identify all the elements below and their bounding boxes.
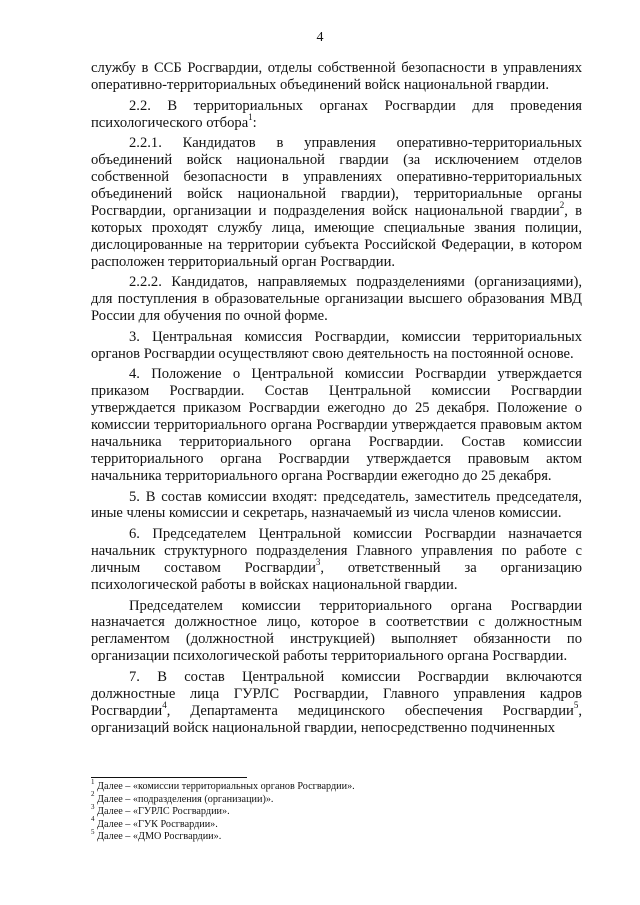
footnote: [91, 790, 582, 807]
footnote-reference: 3: [315, 557, 321, 568]
paragraph-text: , Департамента медицинского обеспечения Росгвардии: [166, 702, 574, 719]
paragraph-text: , организаций войск национальной гвардии, непосредственно подчиненных: [91, 702, 582, 736]
page-number: 4: [316, 30, 324, 45]
paragraph: [91, 669, 582, 737]
paragraph: [91, 98, 582, 132]
paragraph-text: , ответственный за организацию психологической работы в войсках национальной гвардии.: [91, 559, 582, 593]
footnote-number: 3: [91, 802, 95, 811]
paragraph-text: 2.2.1. Кандидатов в управления оперативно-территориальных объединений войск национальной гвардии (за исключением отделов собственной безопасности в управлениях оперативно-территориальных объединений войск национальной гвардии), территориальные органы Росгвардии, организации и подразделения войск национальной гвардии: [91, 135, 582, 219]
footnote-number: 2: [91, 790, 95, 799]
footnote-reference: 5: [573, 699, 579, 710]
footnote-number: 1: [91, 777, 95, 786]
footnotes: [91, 777, 582, 844]
footnote-reference: 4: [162, 699, 167, 710]
paragraph-text: 2.2.2. Кандидатов, направляемых подразделениями (организациями), для поступления в образовательные организации высшего образования МВД России для обучения по очной форме.: [91, 274, 582, 325]
paragraph-text: 7. В состав Центральной комиссии Росгвардии включаются должностные лица ГУРЛС Росгвардии, Главного управления кадров Росгвардии: [91, 668, 582, 719]
footnote-text: Далее – «комиссии территориальных органов Росгвардии».: [94, 781, 355, 792]
footnote-text: Далее – «ГУК Росгвардии».: [94, 818, 218, 830]
footnote-number: 4: [91, 815, 95, 824]
footnote-number: 5: [91, 827, 95, 836]
paragraph: [91, 366, 582, 484]
paragraph: [91, 60, 582, 94]
paragraph-text: :: [252, 114, 257, 131]
footnote-reference: 2: [559, 199, 565, 210]
paragraph-text: службу в ССБ Росгвардии, отделы собственной безопасности в управлениях оперативно-территориальных объединений войск национальной гвардии.: [91, 60, 582, 93]
paragraph-text: 4. Положение о Центральной комиссии Росгвардии утверждается приказом Росгвардии. Состав Центральной комиссии Росгвардии утверждается приказом Росгвардии ежегодно до 25 декабря. Положение о комиссии территориального органа Росгвардии утверждается правовым актом начальника территориального органа Росгвардии. Состав комиссии территориального органа Росгвардии утверждается правовым актом начальника территориального органа Росгвардии ежегодно до 25 декабря.: [91, 366, 582, 484]
paragraph-text: 6. Председателем Центральной комиссии Росгвардии назначается начальник структурного подразделения Главного управления по работе с личным составом Росгвардии: [91, 526, 582, 576]
footnote: [91, 827, 582, 844]
footnote-reference: 1: [248, 111, 253, 122]
footnote-text: Далее – «ГУРЛС Росгвардии».: [94, 806, 230, 817]
paragraph: [91, 274, 582, 325]
paragraph-text: , в которых проходят службу лица, имеющие специальные звания полиции, дислоцированные на территории субъекта Российской Федерации, в котором расположен территориальный орган Росгвардии.: [91, 202, 582, 270]
paragraph-text: 3. Центральная комиссия Росгвардии, комиссии территориальных органов Росгвардии осуществляют свою деятельность на постоянной основе.: [91, 328, 582, 362]
footnote-text: Далее – «подразделения (организации)».: [94, 793, 274, 805]
footnote: [91, 815, 582, 832]
paragraph: [91, 135, 582, 270]
paragraph-text: Председателем комиссии территориального органа Росгвардии назначается должностное лицо, которое в соответствии с должностным регламентом (должностной инструкцией) выполняет обязанности по организации психологической работы территориального органа Росгвардии.: [91, 597, 582, 665]
paragraph: [91, 598, 582, 666]
document-body: [91, 60, 582, 740]
paragraph: [91, 489, 582, 523]
footnote-separator: [91, 777, 247, 778]
paragraph-text: 5. В состав комиссии входят: председатель, заместитель председателя, иные члены комиссии и секретарь, назначаемый из числа членов комиссии.: [91, 488, 582, 522]
footnote: [91, 777, 582, 794]
paragraph-text: 2.2. В территориальных органах Росгвардии для проведения психологического отбора: [91, 97, 582, 131]
paragraph: [91, 526, 582, 594]
footnote: [91, 802, 582, 819]
paragraph: [91, 329, 582, 363]
footnote-text: Далее – «ДМО Росгвардии».: [94, 831, 222, 842]
